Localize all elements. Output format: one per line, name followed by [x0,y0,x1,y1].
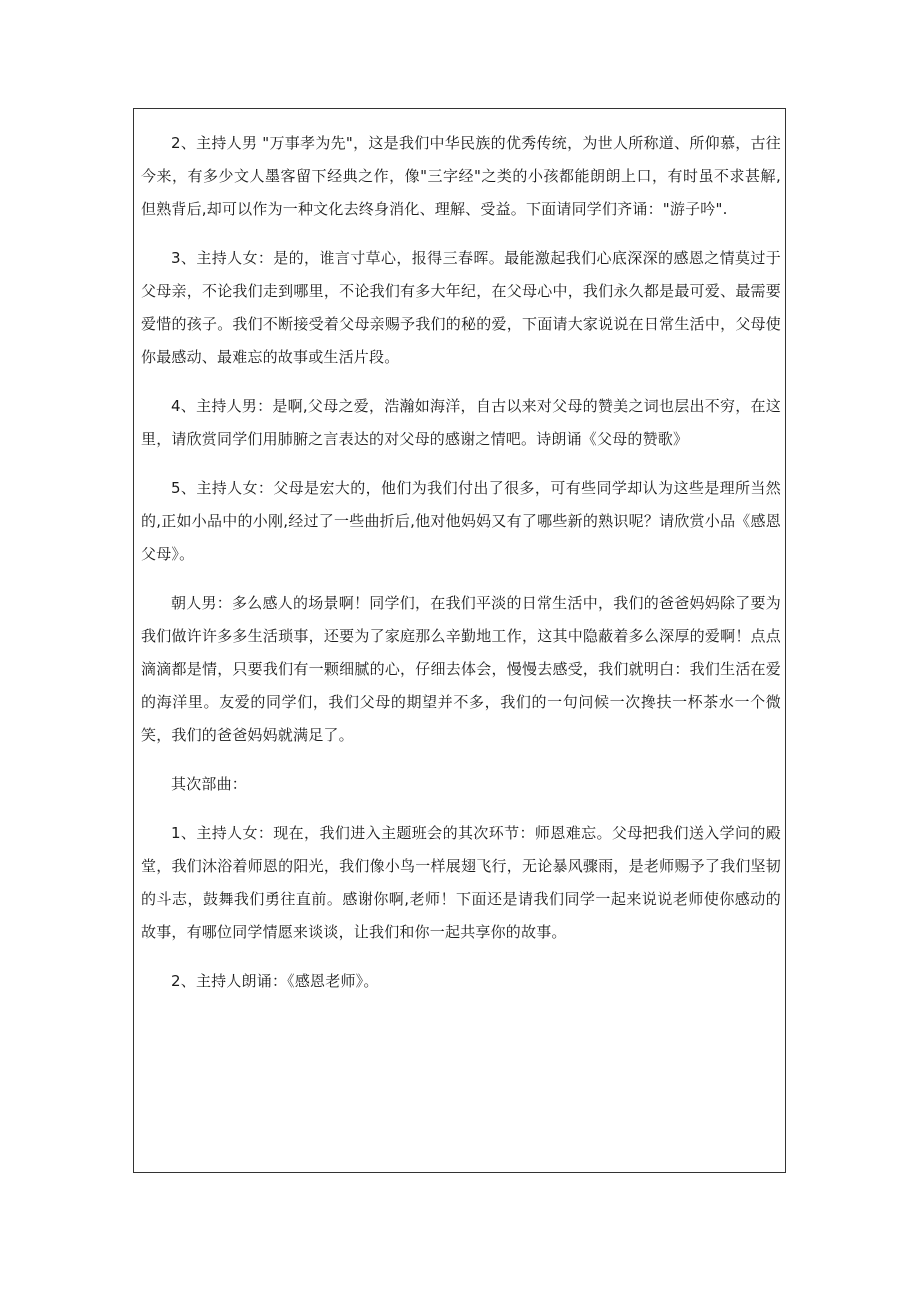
paragraph-host-recitation: 2、主持人朗诵：《感恩老师》。 [171,972,379,990]
paragraph-host-female-teacher: 1、主持人女：现在，我们进入主题班会的其次环节：师恩难忘。父母把我们送入学问的殿堂，我们沐浴着师恩的阳光，我们像小鸟一样展翅飞行，无论暴风骤雨，是老师赐予了我们坚韧的斗志，鼓舞我们勇往直前。感谢你啊,老师！下面还是请我们同学一起来说说老师使你感动的故事，有哪位同学情愿来谈谈，让我们和你一起共享你的故事。 [141,824,781,941]
paragraph-host-female-5: 5、主持人女：父母是宏大的，他们为我们付出了很多，可有些同学却认为这些是理所当然的,正如小品中的小刚,经过了一些曲折后,他对他妈妈又有了哪些新的熟识呢？请欣赏小品《感恩父母》。 [141,479,781,563]
document-frame [133,108,786,1173]
paragraph-host-male-summary: 朝人男：多么感人的场景啊！同学们，在我们平淡的日常生活中，我们的爸爸妈妈除了要为我们做许许多多生活琐事，还要为了家庭那么辛勤地工作，这其中隐蔽着多么深厚的爱啊！点点滴滴都是情，只要我们有一颗细腻的心，仔细去体会，慢慢去感受，我们就明白：我们生活在爱的海洋里。友爱的同学们，我们父母的期望并不多，我们的一句问候一次搀扶一杯茶水一个微笑，我们的爸爸妈妈就满足了。 [141,594,781,744]
paragraph-host-female-3: 3、主持人女：是的，谁言寸草心，报得三春晖。最能激起我们心底深深的感恩之情莫过于父母亲，不论我们走到哪里，不论我们有多大年纪，在父母心中，我们永久都是最可爱、最需要爱惜的孩子。我们不断接受着父母亲赐予我们的秘的爱，下面请大家说说在日常生活中，父母使你最感动、最难忘的故事或生活片段。 [141,249,781,366]
section-heading-second-part: 其次部曲： [171,775,248,793]
paragraph-host-male-2: 2、主持人男 "万事孝为先"，这是我们中华民族的优秀传统，为世人所称道、所仰慕，古往今来，有多少文人墨客留下经典之作，像"三字经"之类的小孩都能朗朗上口，有时虽不求甚解,但熟背后,却可以作为一种文化去终身消化、理解、受益。下面请同学们齐诵："游子吟". [141,134,781,218]
paragraph-host-male-4: 4、主持人男：是啊,父母之爱，浩瀚如海洋，自古以来对父母的赞美之词也层出不穷，在这里，请欣赏同学们用肺腑之言表达的对父母的感谢之情吧。诗朗诵《父母的赞歌》 [141,397,781,448]
document-body [141,127,781,1014]
